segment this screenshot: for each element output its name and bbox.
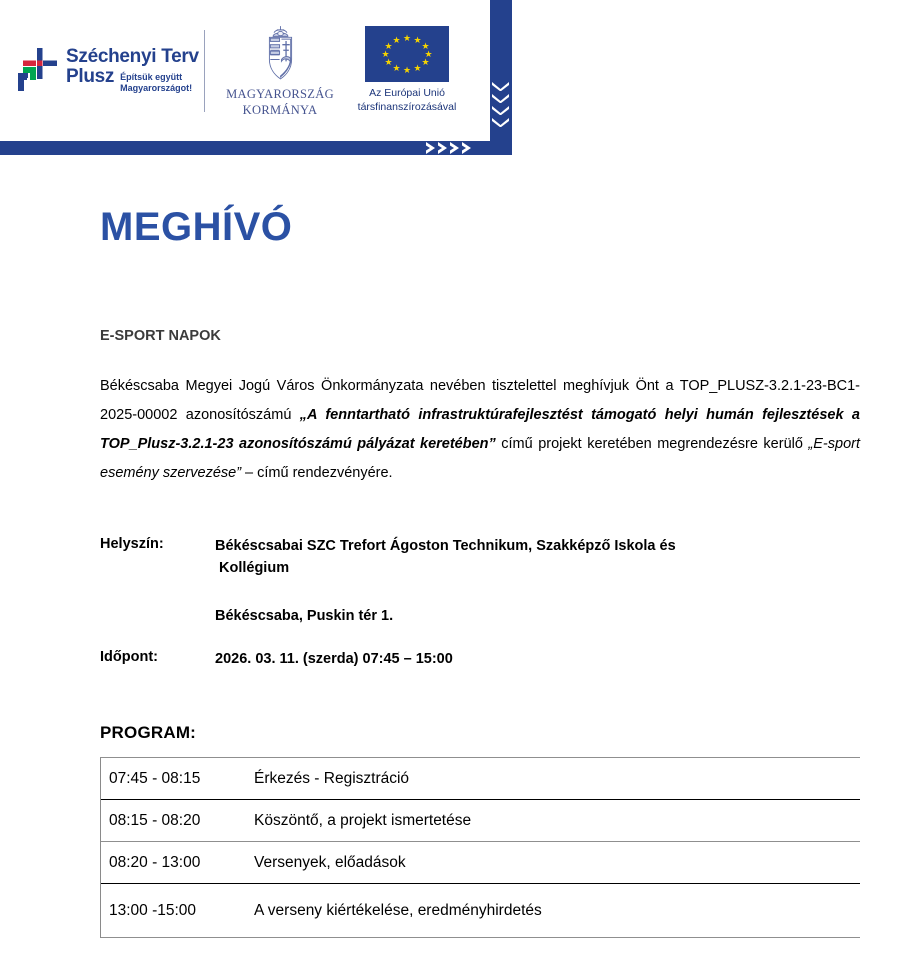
paragraph-event-title: „E-sport esemény szervezése” bbox=[100, 436, 860, 481]
invitation-paragraph bbox=[100, 372, 860, 488]
program-time: 08:15 - 08:20 bbox=[101, 800, 245, 842]
szechenyi-terv-plusz-logo bbox=[0, 46, 199, 95]
document-body bbox=[0, 205, 900, 980]
european-union-logo bbox=[351, 26, 463, 114]
datetime-value: 2026. 03. 11. (szerda) 07:45 – 15:00 bbox=[215, 651, 453, 668]
venue-label: Helyszín: bbox=[100, 536, 164, 552]
logo-divider bbox=[204, 30, 205, 112]
venue-line1: Békéscsabai SZC Trefort Ágoston Technikum, Szakképző Iskola és bbox=[215, 538, 676, 554]
header-banner bbox=[0, 0, 512, 155]
program-description: A verseny kiértékelése, eredményhirdetés bbox=[244, 884, 860, 938]
program-description: Köszöntő, a projekt ismertetése bbox=[244, 800, 860, 842]
datetime-label: Időpont: bbox=[100, 649, 158, 666]
program-time: 13:00 -15:00 bbox=[101, 884, 245, 938]
chevron-down-icon bbox=[492, 118, 509, 127]
venue-address-row bbox=[100, 606, 860, 628]
venue-address-value: Békéscsaba, Puskin tér 1. bbox=[215, 607, 394, 624]
european-union-logo-text bbox=[351, 87, 463, 114]
szechenyi-tagline-line2: Magyarországot! bbox=[120, 83, 193, 93]
page-title: MEGHÍVÓ bbox=[100, 205, 293, 249]
chevron-down-icon bbox=[492, 94, 509, 103]
table-row bbox=[101, 842, 861, 884]
venue-value bbox=[215, 536, 676, 580]
paragraph-segment-1: Békéscsaba Megyei Jogú Város Önkormányzata nevében tisztelettel meghívjuk Önt a TOP_PLUSZ-3.2.1-23-BC1-2025-00002 azonosítószámú bbox=[100, 378, 860, 423]
szechenyi-logo-line1: Széchenyi Terv bbox=[66, 46, 199, 68]
chevron-right-group bbox=[426, 142, 482, 154]
government-logo-line2: KORMÁNYA bbox=[242, 103, 318, 117]
event-subject-heading: E-SPORT NAPOK bbox=[100, 328, 221, 344]
chevron-down-icon bbox=[492, 82, 509, 91]
event-details-block bbox=[100, 536, 860, 671]
szechenyi-tagline-line1: Építsük együtt bbox=[120, 72, 183, 83]
chevron-right-icon bbox=[426, 142, 437, 154]
eu-logo-line1: Az Európai Unió bbox=[369, 87, 445, 100]
program-description: Versenyek, előadások bbox=[244, 842, 860, 884]
paragraph-project-title: „A fenntartható infrastruktúrafejlesztést támogató helyi humán fejlesztések a TOP_Plusz-3.2.1-23 azonosítószámú pályázat keretében” bbox=[100, 407, 860, 452]
szechenyi-plus-mark-icon bbox=[18, 47, 62, 95]
table-row bbox=[101, 800, 861, 842]
chevron-right-icon bbox=[450, 142, 461, 154]
government-logo-line1: MAGYARORSZÁG bbox=[226, 87, 334, 102]
venue-line2: Kollégium bbox=[219, 559, 290, 576]
table-bottom-border bbox=[101, 938, 861, 980]
chevron-right-icon bbox=[438, 142, 449, 154]
program-heading: PROGRAM: bbox=[100, 723, 197, 742]
chevron-down-group bbox=[492, 82, 509, 130]
chevron-down-icon bbox=[492, 106, 509, 115]
table-row bbox=[101, 884, 861, 938]
chevron-right-icon bbox=[462, 142, 473, 154]
european-union-flag-icon: ★ ★ ★ ★ ★ ★ ★ ★ ★ ★ ★ ★ bbox=[365, 26, 449, 82]
government-logo-text bbox=[221, 87, 339, 118]
program-time: 07:45 - 08:15 bbox=[101, 758, 245, 800]
logo-row bbox=[0, 0, 470, 141]
program-time: 08:20 - 13:00 bbox=[101, 842, 245, 884]
paragraph-segment-3: című projekt keretében megrendezésre kerülő bbox=[495, 436, 809, 452]
szechenyi-logo-tagline bbox=[120, 67, 192, 94]
paragraph-segment-5: – című rendezvényére. bbox=[241, 465, 393, 481]
hungary-coat-of-arms-icon bbox=[221, 22, 339, 82]
szechenyi-logo-plusz: Plusz bbox=[66, 66, 115, 88]
venue-row bbox=[100, 536, 860, 580]
table-row bbox=[101, 758, 861, 800]
hungarian-government-logo bbox=[221, 22, 339, 118]
eu-logo-line2: társfinanszírozásával bbox=[357, 101, 457, 113]
program-table bbox=[100, 757, 860, 980]
program-description: Érkezés - Regisztráció bbox=[244, 758, 860, 800]
datetime-row bbox=[100, 649, 860, 671]
